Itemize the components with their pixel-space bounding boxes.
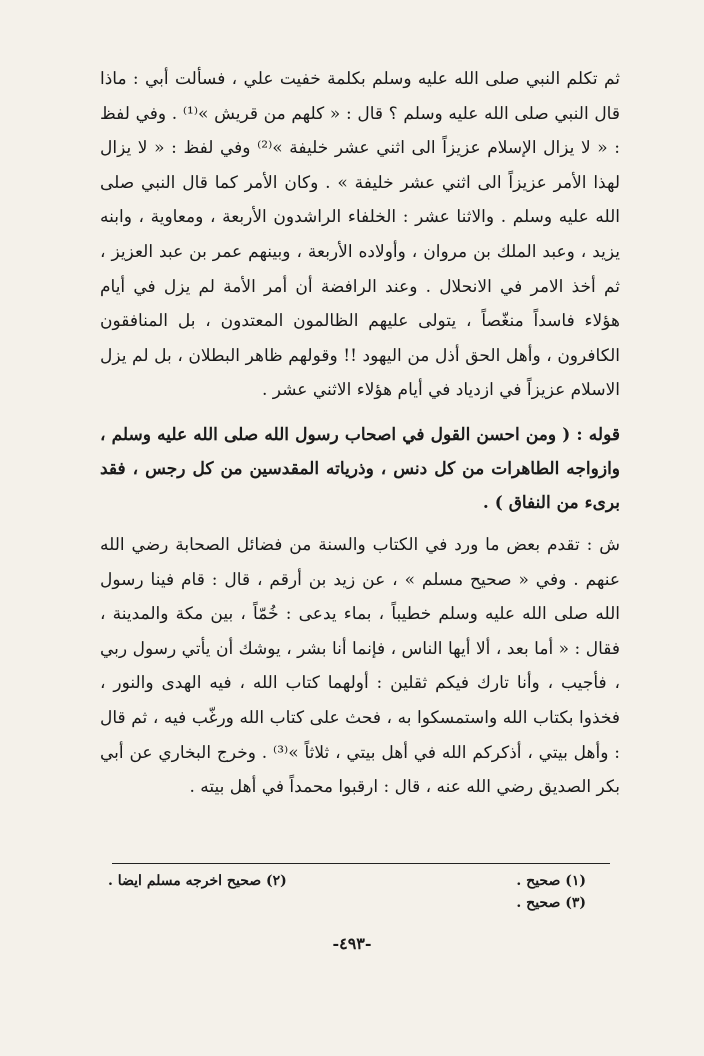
footnotes	[108, 870, 586, 914]
main-text	[100, 62, 620, 805]
quoted-text: قوله : ( ومن احسن القول في اصحاب رسول الله صلى الله عليه وسلم ، وازواجه الطاهرات من كل دنس ، وذرياته المقدسين من كل رجس ، فقد برىء من النفاق ) .	[100, 424, 620, 513]
footnote-divider	[112, 863, 610, 864]
footnote-2: (٢) صحيح اخرجه مسلم ايضا .	[108, 873, 287, 889]
commentary-paragraph: ش : تقدم بعض ما ورد في الكتاب والسنة من فضائل الصحابة رضي الله عنهم . وفي « صحيح مسلم » ، عن زيد بن أرقم ، قال : قام فينا رسول الله صلى الله عليه وسلم خطيباً ، بماء يدعى : خُمّاً ، بين مكة والمدينة ، فقال : « أما بعد ، ألا أيها الناس ، فإنما أنا بشر ، يوشك أن يأتي رسول ربي ، فأجيب ، وأنا تارك فيكم ثقلين : أولهما كتاب الله ، فيه الهدى والنور ، فخذوا بكتاب الله واستمسكوا به ، فحث على كتاب الله ورغّب فيه ، ثم قال : وأهل بيتي ، أذكركم الله في أهل بيتي ، ثلاثاً »⁽³⁾ . وخرج البخاري عن أبي بكر الصديق رضي الله عنه ، قال : ارقبوا محمداً في أهل بيته .	[100, 534, 620, 798]
footnote-1: (١) صحيح .	[516, 873, 586, 889]
paragraph-1: ثم تكلم النبي صلى الله عليه وسلم بكلمة خفيت علي ، فسألت أبي : ماذا قال النبي صلى الله عليه وسلم ؟ قال : « كلهم من قريش »⁽¹⁾ . وفي لفظ : « لا يزال الإسلام عزيزاً الى اثني عشر خليفة »⁽²⁾ وفي لفظ : « لا يزال لهذا الأمر عزيزاً الى اثني عشر خليفة » . وكان الأمر كما قال النبي صلى الله عليه وسلم . والاثنا عشر : الخلفاء الراشدون الأربعة ، ومعاوية ، وابنه يزيد ، وعبد الملك بن مروان ، وأولاده الأربعة ، وبينهم عمر بن عبد العزيز ، ثم أخذ الامر في الانحلال . وعند الرافضة أن أمر الأمة لم يزل في أيام هؤلاء فاسداً منغّصاً ، يتولى عليهم الظالمون المعتدون ، بل المنافقون الكافرون ، وأهل الحق أذل من اليهود !! وقولهم ظاهر البطلان ، بل لم يزل الاسلام عزيزاً في ازدياد في أيام هؤلاء الاثني عشر .	[100, 69, 621, 401]
page-number: -٤٩٣-	[332, 934, 372, 953]
footnote-3: (٣) صحيح .	[516, 895, 586, 911]
